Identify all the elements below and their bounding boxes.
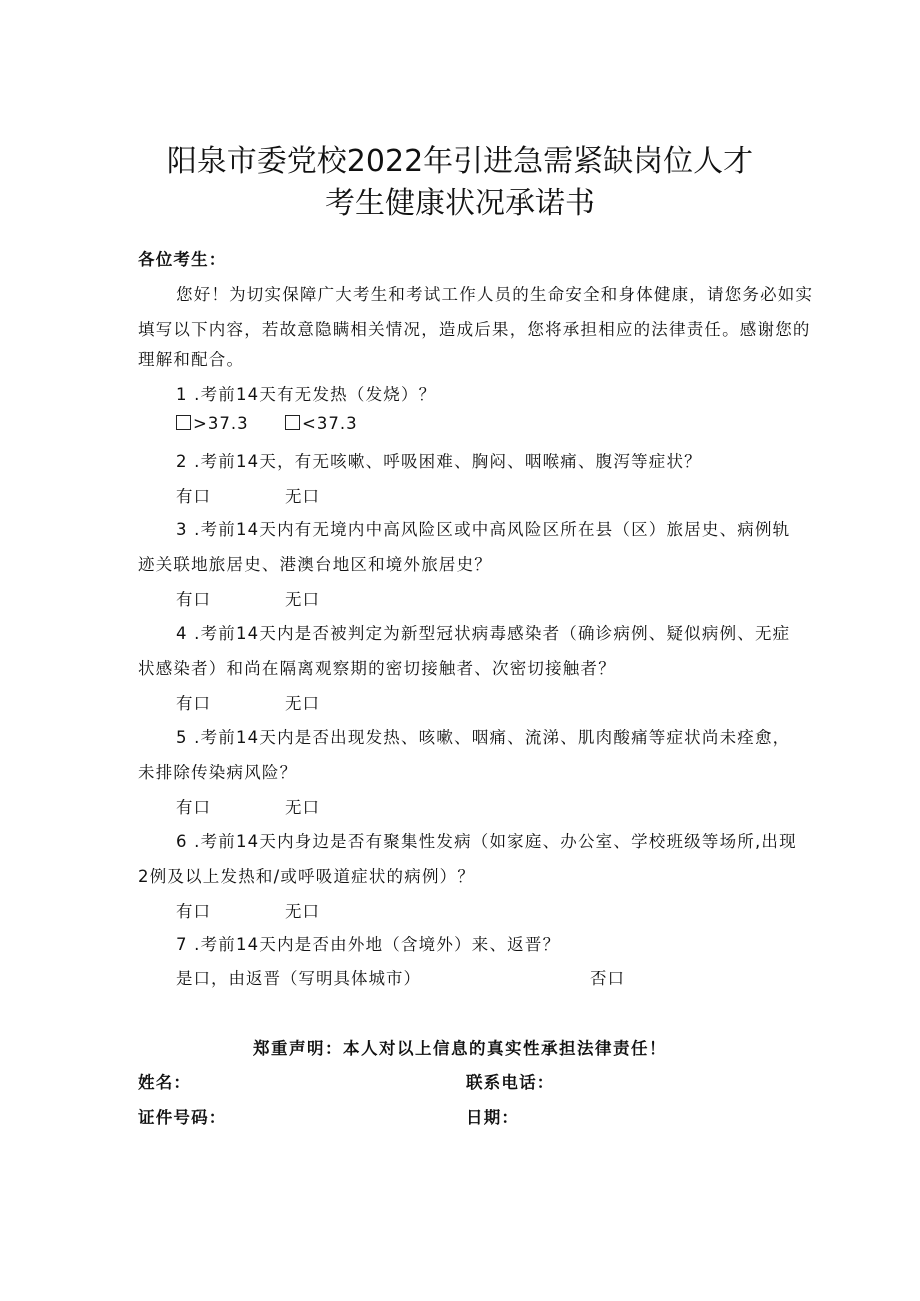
q5-option-no[interactable]: 无口 <box>285 798 320 817</box>
title-line-1: 阳泉市委党校2022年引进急需紧缺岗位人才 <box>166 144 754 179</box>
question-1: 1 .考前14天有无发热（发烧）？ <box>176 385 437 404</box>
q6-option-no[interactable]: 无口 <box>285 902 320 921</box>
question-5-line-2: 未排除传染病风险？ <box>138 763 298 782</box>
checkbox-icon[interactable] <box>176 415 191 430</box>
title-line-2: 考生健康状况承诺书 <box>325 186 595 221</box>
question-4-line-1: 4 .考前14天内是否被判定为新型冠状病毒感染者（确诊病例、疑似病例、无症 <box>176 624 791 643</box>
phone-field-label: 联系电话： <box>466 1073 555 1092</box>
option-temp-low[interactable]: <37.3 <box>285 414 358 433</box>
q7-option-yes[interactable]: 是口，由返晋（写明具体城市） <box>176 969 421 988</box>
q5-option-yes[interactable]: 有口 <box>176 798 211 817</box>
q2-option-yes[interactable]: 有口 <box>176 487 211 506</box>
question-5-line-1: 5 .考前14天内是否出现发热、咳嗽、咽痛、流涕、肌肉酸痛等症状尚未痊愈， <box>176 728 791 747</box>
question-6-line-2: 2例及以上发热和/或呼吸道症状的病例）？ <box>138 867 476 886</box>
question-4-line-2: 状感染者）和尚在隔离观察期的密切接触者、次密切接触者？ <box>138 659 616 678</box>
checkbox-icon[interactable] <box>285 415 300 430</box>
q4-option-yes[interactable]: 有口 <box>176 694 211 713</box>
option-temp-high[interactable]: >37.3 <box>176 414 249 433</box>
declaration: 郑重声明：本人对以上信息的真实性承担法律责任！ <box>253 1039 667 1058</box>
question-2: 2 .考前14天，有无咳嗽、呼吸困难、胸闷、咽喉痛、腹泻等症状？ <box>176 452 702 471</box>
salutation: 各位考生： <box>138 250 227 269</box>
intro-line-2: 填写以下内容，若故意隐瞒相关情况，造成后果，您将承担相应的法律责任。感谢您的 <box>138 320 811 339</box>
q7-option-no[interactable]: 否口 <box>590 969 625 988</box>
q6-option-yes[interactable]: 有口 <box>176 902 211 921</box>
q3-option-no[interactable]: 无口 <box>285 590 320 609</box>
id-number-field-label: 证件号码： <box>138 1108 227 1127</box>
intro-line-1: 您好！为切实保障广大考生和考试工作人员的生命安全和身体健康，请您务必如实 <box>176 285 814 304</box>
q4-option-no[interactable]: 无口 <box>285 694 320 713</box>
intro-line-3: 理解和配合。 <box>138 350 245 369</box>
question-3-line-2: 迹关联地旅居史、港澳台地区和境外旅居史？ <box>138 555 492 574</box>
q3-option-yes[interactable]: 有口 <box>176 590 211 609</box>
question-7: 7 .考前14天内是否由外地（含境外）来、返晋？ <box>176 935 561 954</box>
date-field-label: 日期： <box>466 1108 520 1127</box>
name-field-label: 姓名： <box>138 1073 192 1092</box>
question-6-line-1: 6 .考前14天内身边是否有聚集性发病（如家庭、办公室、学校班级等场所,出现 <box>176 832 797 851</box>
question-3-line-1: 3 .考前14天内有无境内中高风险区或中高风险区所在县（区）旅居史、病例轨 <box>176 520 791 539</box>
q2-option-no[interactable]: 无口 <box>285 487 320 506</box>
